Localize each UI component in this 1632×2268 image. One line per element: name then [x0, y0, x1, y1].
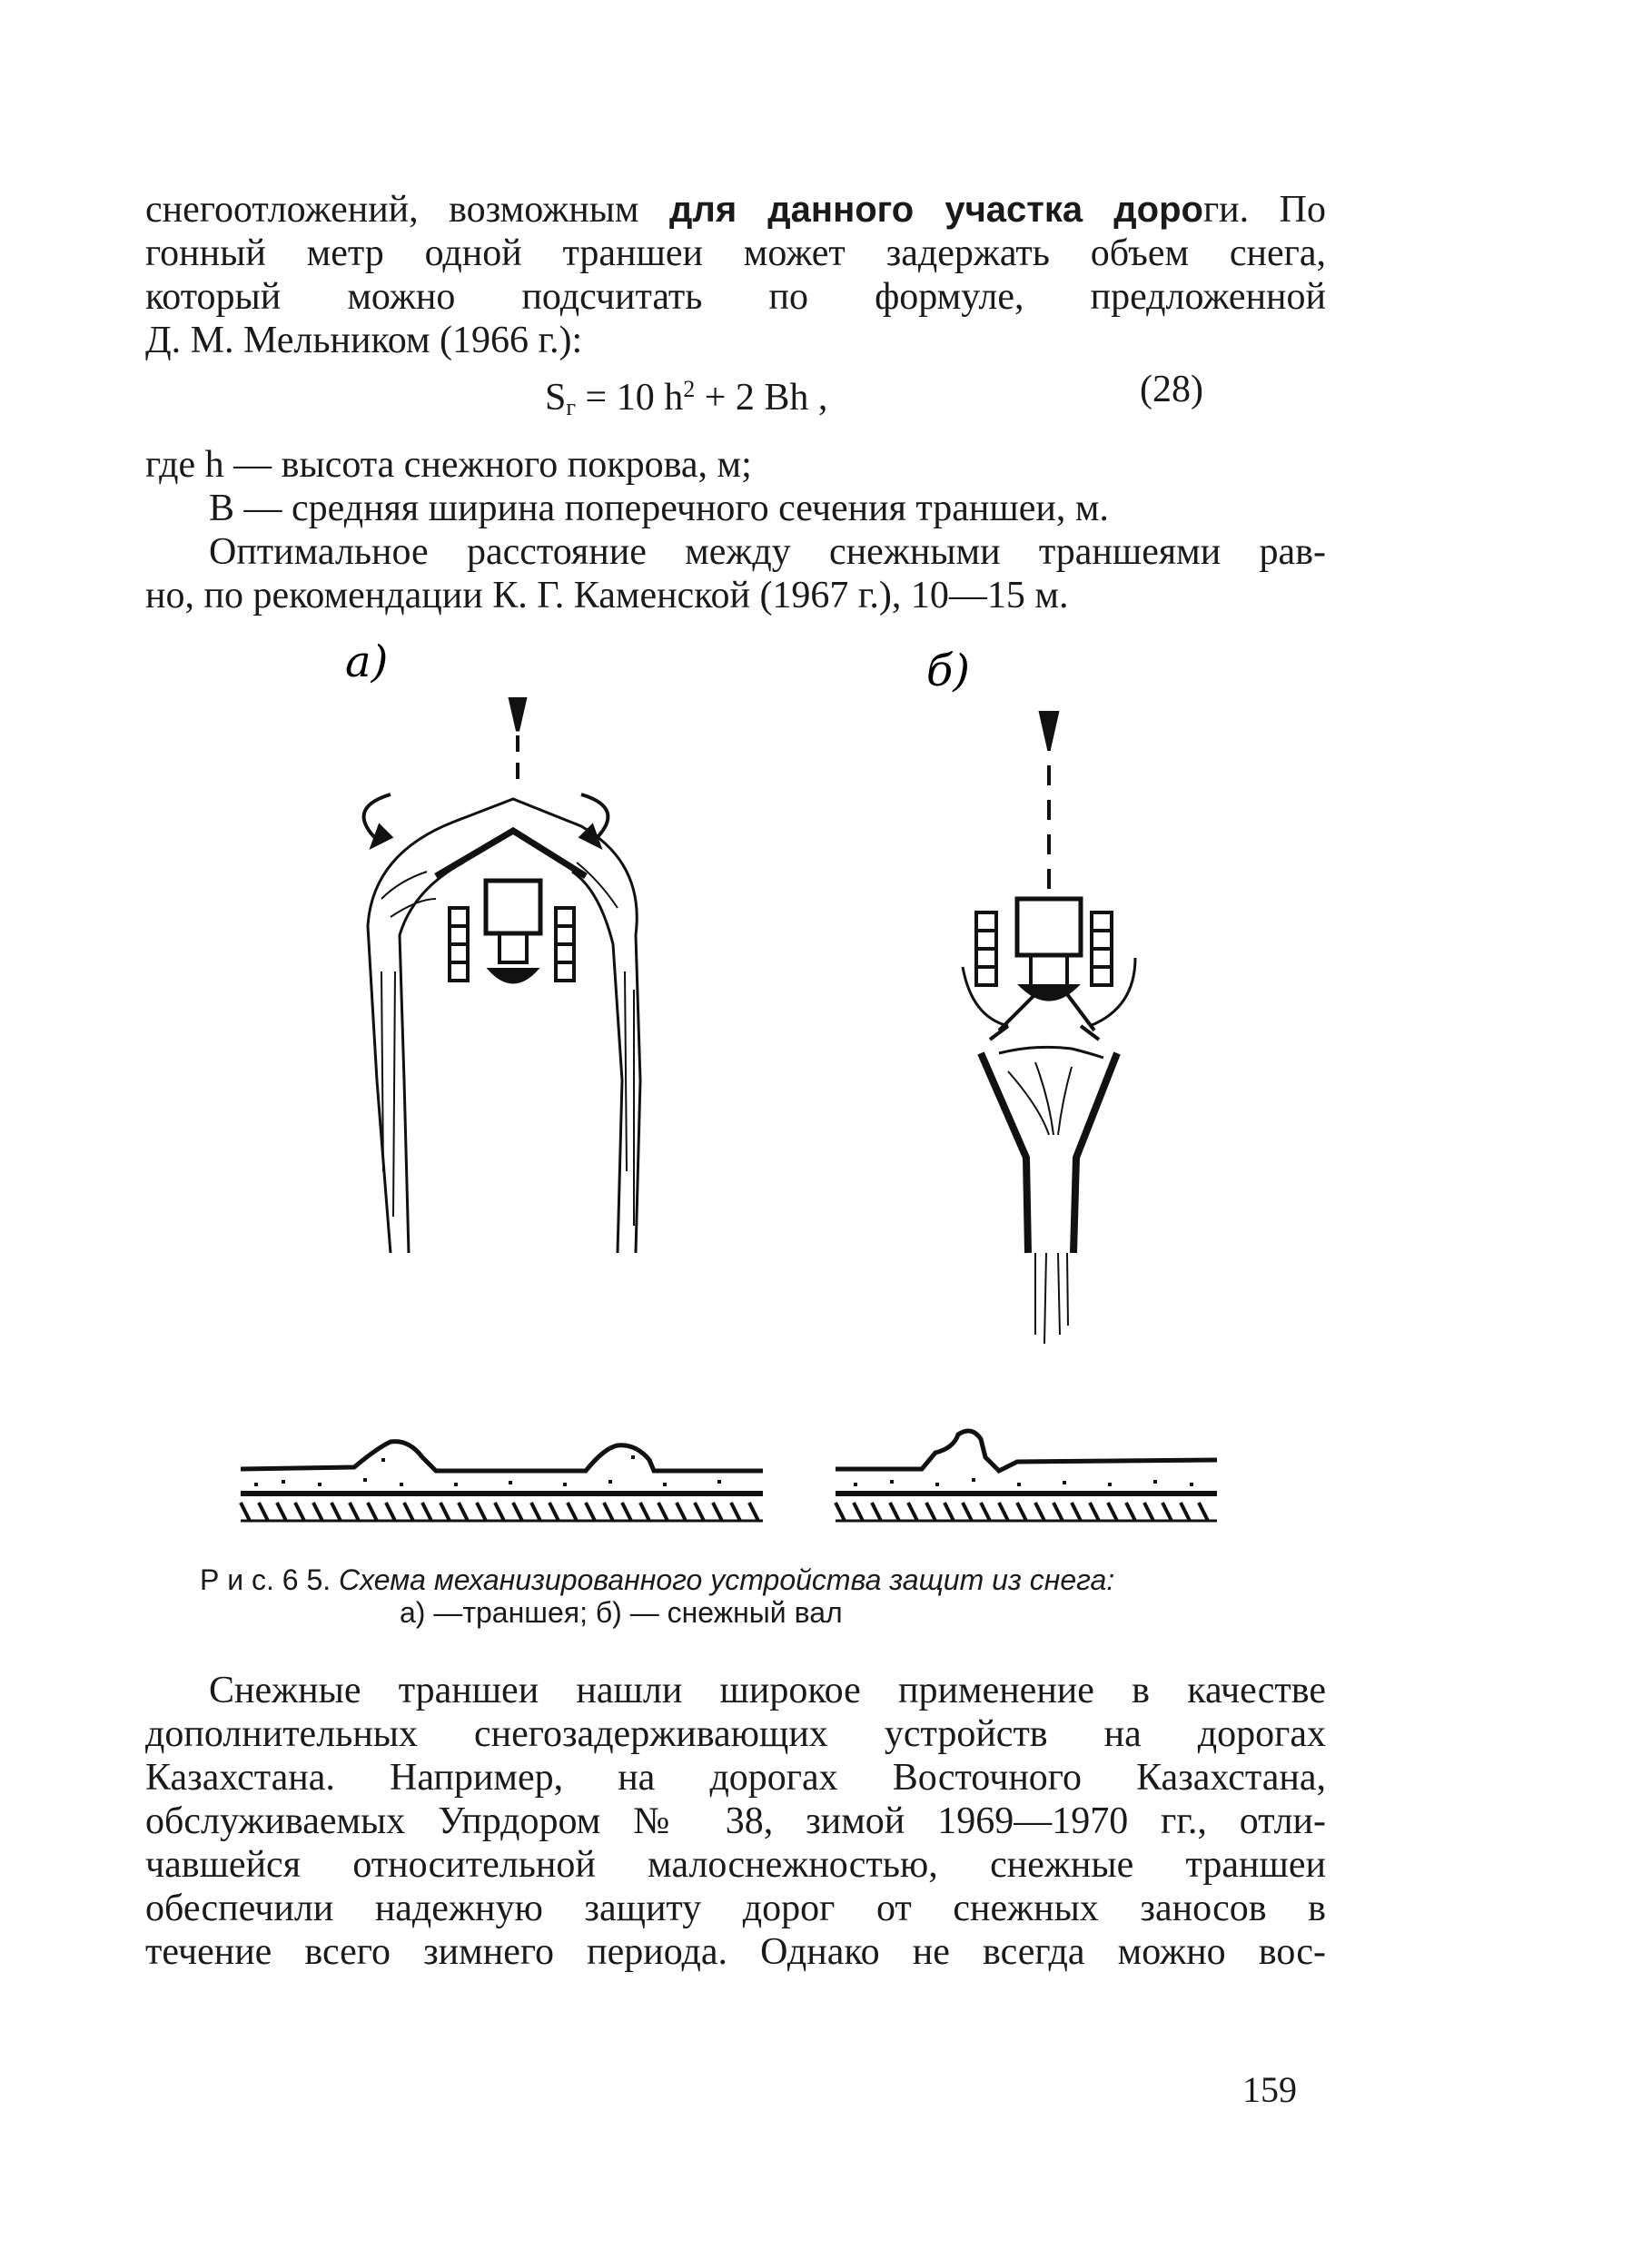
- formula-body: = 10 h: [576, 377, 684, 419]
- formula-number: (28): [1140, 369, 1203, 410]
- figure-label-a: а): [345, 636, 389, 687]
- paragraph1-line4: Д. М. Мельником (1966 г.):: [145, 320, 583, 361]
- paragraph1-line2: гонный метр одной траншеи может задержать объем снега,: [145, 232, 1326, 274]
- text-segment: ги. По: [1202, 189, 1326, 231]
- snow-protection-figure: [218, 626, 1262, 1543]
- formula: [545, 368, 827, 429]
- paragraph2-line2: но, по рекомендации К. Г. Каменской (1967 г.), 10—15 м.: [145, 575, 1069, 616]
- paragraph1-line1: [145, 188, 1326, 232]
- page-number: 159: [1242, 2069, 1297, 2110]
- paragraph3-line4: обслуживаемых Упрдором № 38, зимой 1969—1970 гг., отли-: [145, 1800, 1326, 1842]
- definition-h: где h — высота снежного покрова, м;: [145, 444, 752, 486]
- bold-text-segment: для данного участка доро: [669, 190, 1203, 230]
- caption-title: Схема механизированного устройства защит из снега:: [331, 1563, 1115, 1596]
- paragraph3-line1: Снежные траншеи нашли широкое применение в качестве: [209, 1670, 1326, 1711]
- formula-superscript: 2: [683, 376, 696, 402]
- figure-caption-line2: а) —траншея; б) — снежный вал: [400, 1596, 843, 1629]
- figure-label-b: б): [926, 646, 971, 696]
- paragraph3-line7: течение всего зимнего периода. Однако не всегда можно вос-: [145, 1931, 1326, 1973]
- snow-bank-cross-section: [836, 1431, 1217, 1521]
- paragraph3-line5: чавшейся относительной малоснежностью, снежные траншеи: [145, 1844, 1326, 1886]
- text-segment: снегоотложений, возможным: [145, 189, 670, 231]
- paragraph2-line1: Оптимальное расстояние между снежными траншеями рав-: [209, 531, 1326, 573]
- trench-machine-diagram: [364, 699, 640, 1253]
- caption-prefix: Р и с. 6 5.: [200, 1563, 331, 1596]
- definition-b: B — средняя ширина поперечного сечения траншеи, м.: [209, 488, 1109, 529]
- paragraph1-line3: который можно подсчитать по формуле, предложенной: [145, 276, 1326, 318]
- formula-symbol: S: [545, 377, 567, 419]
- formula-body: + 2 Bh ,: [695, 377, 828, 419]
- paragraph3-line6: обеспечили надежную защиту дорог от снежных заносов в: [145, 1888, 1326, 1929]
- paragraph3-line3: Казахстана. Например, на дорогах Восточного Казахстана,: [145, 1757, 1326, 1799]
- trench-cross-section: [241, 1442, 763, 1521]
- formula-subscript: г: [566, 394, 577, 420]
- snow-bank-machine-diagram: [963, 713, 1135, 1344]
- figure-caption: [200, 1563, 1317, 1596]
- paragraph3-line2: дополнительных снегозадерживающих устройств на дорогах: [145, 1713, 1326, 1755]
